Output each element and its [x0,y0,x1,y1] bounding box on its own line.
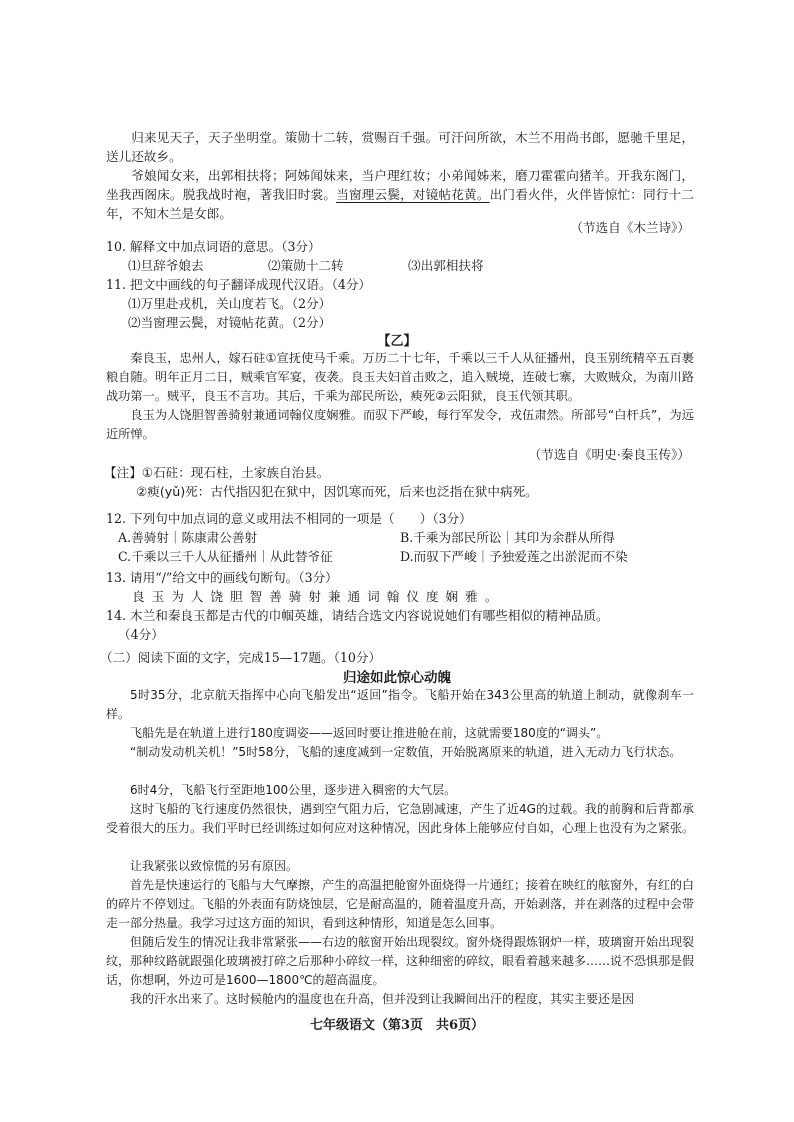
article-paragraph-7: 首先是快速运行的飞船与大气摩擦，产生的高温把舱窗外面烧得一片通红；接着在映红的舷窗外，有红的白的碎片不停划过。飞船的外表面有防烧蚀层，它是耐高温的，随着温度升高，开始剥落，并在剥落的过程中会带走一部分热量。我学习过这方面的知识，看到这种情形，知道是怎么回事。 [106,878,695,930]
poem-paragraph-1: 归来见天子，天子坐明堂。策勋十二转，赏赐百千强。可汗问所欲，木兰不用尚书郎，愿驰千里足，送儿还故乡。 [106,130,694,164]
question-12-options-row-2 [118,547,694,566]
poem-source: （节选自《木兰诗》） [570,220,690,235]
question-13-sentence: 良玉为人饶胆智善骑射兼通词翰仪度娴雅。 [132,589,505,604]
question-10: 10. 解释文中加点词语的意思。（3分） [106,239,321,254]
question-13: 13. 请用“/”给文中的画线句断句。（3分） [106,570,338,585]
question-12-options-row-1 [118,528,694,547]
poem-paragraph-2-tail: 出门看火伴，火伴皆惊忙：同行十二年，不知木兰是女郎。 [106,187,695,221]
article-paragraph-8: 但随后发生的情况让我非常紧张——右边的舷窗开始出现裂纹。窗外烧得跟炼钢炉一样，玻璃窗开始出现裂纹，那种纹路就跟强化玻璃被打碎之后那种小碎纹一样，这种细密的碎纹，眼看着越来越多……说不恐惧那是假话，你想啊，外边可是1600—1800℃的超高温度。 [106,935,695,987]
article-paragraph-9: 我的汗水出来了。这时候舱内的温度也在升高，但并没到让我瞬间出汗的程度，其实主要还是因 [130,992,635,1006]
question-14: 14. 木兰和秦良玉都是古代的巾帼英雄，请结合选文内容说说她们有哪些相似的精神品质。 [106,608,609,623]
q12-option-c: C.千乘以三千人从征播州｜从此替爷征 [118,549,333,564]
q12-option-a: A.善骑射｜陈康肃公善射 [118,530,258,545]
yi-paragraph-1: 秦良玉，忠州人，嫁石砫①宣抚使马千乘。万历二十七年，千乘以三千人从征播州，良玉别统精卒五百裹粮自随。明年正月二日，贼乘官军宴，夜袭。良玉夫妇首击败之，追入贼境，连破七寨，大败贼众，为南川路战功第一。贼平，良玉不言功。其后，千乘为部民所讼，瘐死②云阳狱，良玉代领其职。 [106,351,694,403]
annotation-1: 【注】①石砫：现石柱，土家族自治县。 [104,465,330,480]
q10-option-3: ⑶出郭相扶将 [408,258,484,273]
poem-underlined-sentence: 当窗理云鬓，对镜帖花黄。 [336,187,490,202]
article-paragraph-2: 飞船先是在轨道上进行180度调姿——返回时要让推进舱在前，这就需要180度的“调头”。 [130,726,609,740]
yi-source: （节选自《明史·秦良玉传》） [528,447,690,462]
poem-paragraph-2-text: 爷娘闻女来，出郭相扶将；阿姊闻妹来，当户理红妆；小弟闻姊来，磨刀霍霍向猪羊。开我东阁门，坐我西阁床。脱我战时袍，著我旧时裳。 [106,168,694,202]
question-12: 12. 下列句中加点词的意义或用法不相同的一项是（ ）（3分） [106,511,472,526]
question-11-part-1: ⑴万里赴戎机，关山度若飞。（2分） [128,296,332,311]
article-paragraph-5: 这时飞船的飞行速度仍然很快，遇到空气阻力后，它急剧减速，产生了近4G的过载。我的前胸和后背都承受着很大的压力。我们平时已经训练过如何应对这种情况，因此身体上能够应付自如，心理上也没有为之紧张。 [106,802,695,835]
q12-option-b: B.千乘为部民所讼｜其印为余群从所得 [400,530,615,545]
section-2-intro: （二）阅读下面的文字，完成15—17题。（10分） [100,650,382,665]
page-footer: 七年级语文（第3页 共6页） [309,1018,485,1033]
article-title: 归途如此惊心动魄 [343,670,451,686]
annotation-2: ②瘐(yǔ)死：古代指囚犯在狱中，因饥寒而死，后来也泛指在狱中病死。 [136,484,538,499]
q10-option-1: ⑴旦辞爷娘去 [128,258,204,273]
article-paragraph-6: 让我紧张以致惊慌的另有原因。 [130,859,299,873]
section-yi-heading: 【乙】 [377,334,417,349]
question-14-points: （4分） [118,627,164,642]
q12-option-d: D.而驭下严峻｜予独爱莲之出淤泥而不染 [400,549,628,564]
q10-option-2: ⑵策勋十二转 [268,258,344,273]
question-11: 11. 把文中画线的句子翻译成现代汉语。（4分） [106,277,372,292]
poem-paragraph-2 [106,166,694,223]
article-paragraph-4: 6时4分，飞船飞行至距地100公里，逐步进入稠密的大气层。 [130,783,457,797]
question-10-options [128,256,716,275]
article-paragraph-1: 5时35分，北京航天指挥中心向飞船发出“返回”指令。飞船开始在343公里高的轨道上制动，就像刹车一样。 [106,688,694,721]
yi-paragraph-2: 良玉为人饶胆智善骑射兼通词翰仪度娴雅。而驭下严峻，每行军发令，戎伍肃然。所部号“白杆兵”，为远近所惮。 [106,408,694,441]
article-paragraph-3: “制动发动机关机！”5时58分，飞船的速度减到一定数值，开始脱离原来的轨道，进入无动力飞行状态。 [130,745,682,759]
question-11-part-2: ⑵当窗理云鬓，对镜帖花黄。（2分） [128,315,332,330]
